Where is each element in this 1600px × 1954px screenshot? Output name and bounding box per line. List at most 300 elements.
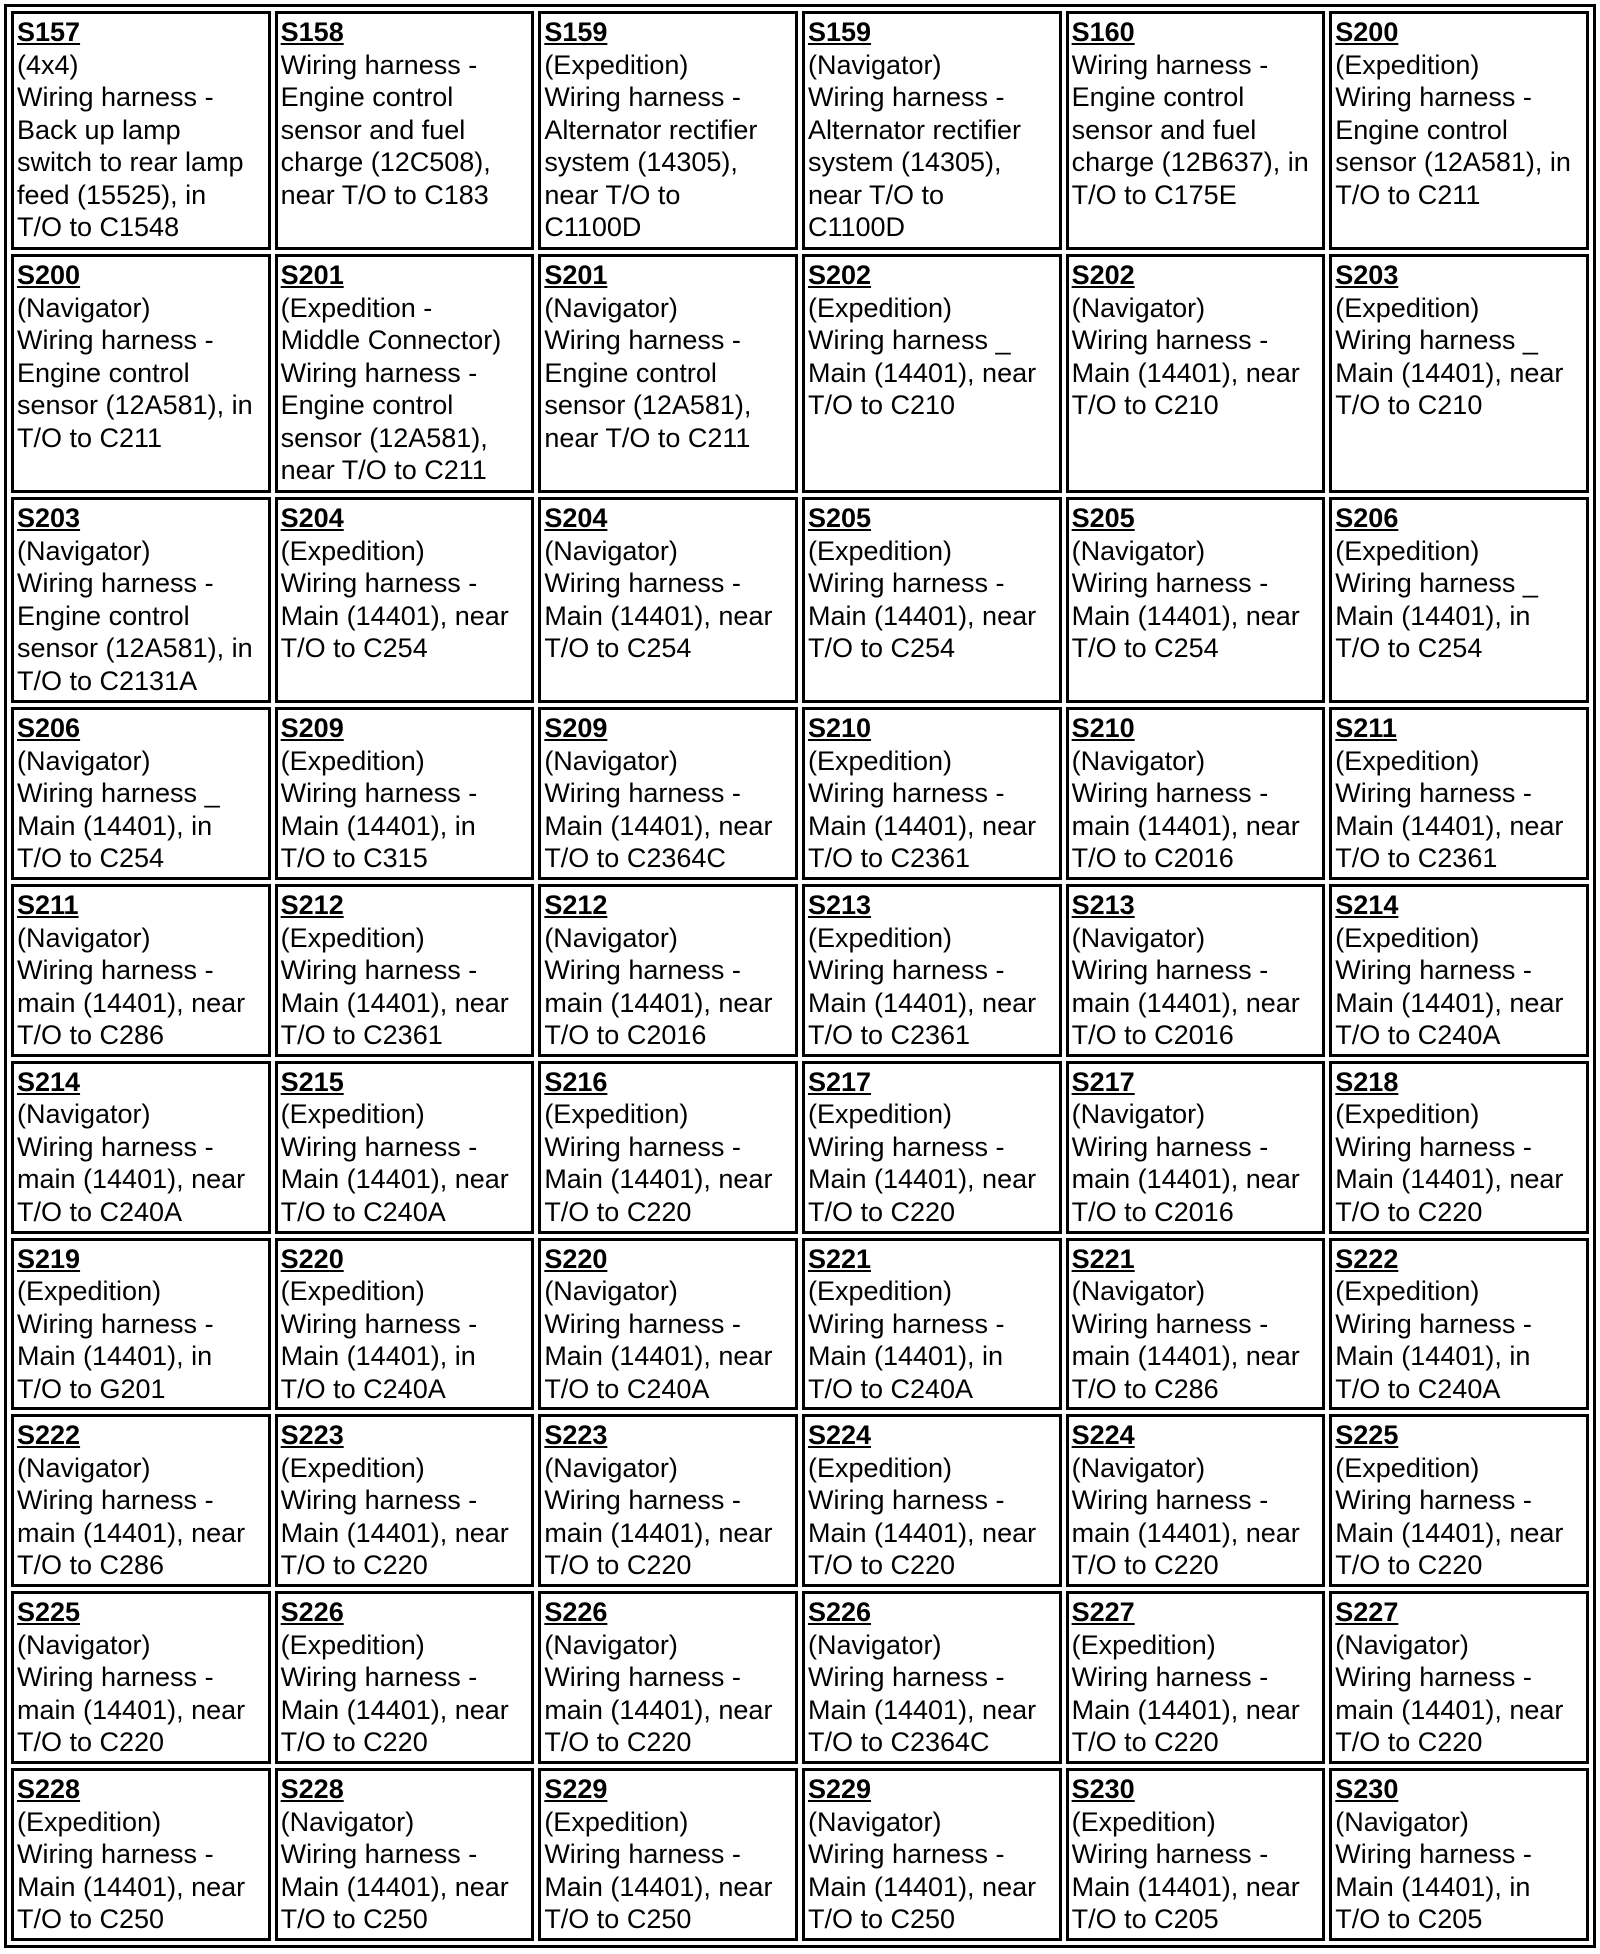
table-cell (11, 707, 271, 880)
description-line: Main (14401), near (1335, 357, 1564, 388)
description-line: near T/O to C211 (544, 422, 751, 453)
description-line: T/O to C240A (807, 1373, 974, 1404)
table-cell (1329, 1768, 1589, 1941)
splice-description (1335, 292, 1583, 422)
splice-code: S217 (807, 1066, 872, 1097)
description-line: Main (14401), near (807, 1694, 1037, 1725)
table-cell (538, 497, 798, 703)
splice-description (544, 49, 792, 244)
table-cell (275, 1768, 535, 1941)
splice-code: S230 (1071, 1774, 1135, 1805)
description-line: Wiring harness - (1071, 568, 1269, 599)
splice-code: S219 (17, 1243, 81, 1274)
description-line: (Navigator) (1071, 535, 1206, 566)
splice-code: S228 (280, 1774, 344, 1805)
table-row (11, 1591, 1589, 1764)
splice-code: S226 (280, 1597, 344, 1628)
table-cell (1329, 1591, 1589, 1764)
description-line: Wiring harness _ (807, 325, 1011, 356)
description-line: Wiring harness - (544, 1485, 741, 1516)
splice-description (281, 1275, 529, 1405)
table-cell (1066, 1238, 1326, 1411)
splice-description (17, 1275, 265, 1405)
table-cell (275, 1238, 535, 1411)
description-line: T/O to C286 (1071, 1373, 1219, 1404)
splice-description (544, 1806, 792, 1936)
description-line: (Navigator) (17, 1452, 151, 1483)
description-line: (Expedition) (1335, 922, 1480, 953)
table-cell (1066, 11, 1326, 250)
description-line: Engine control (280, 82, 454, 112)
description-line: sensor (12A581), (280, 422, 488, 453)
description-line: (Expedition) (280, 1452, 425, 1483)
description-line: Wiring harness - (807, 1308, 1005, 1339)
splice-description (281, 1806, 529, 1936)
description-line: (Expedition) (1071, 1806, 1216, 1837)
description-line: Wiring harness - (544, 1839, 741, 1870)
table-cell (802, 497, 1062, 703)
table-cell (802, 11, 1062, 250)
splice-code: S224 (1071, 1420, 1135, 1451)
description-line: (Expedition) (544, 1806, 689, 1837)
table-cell (11, 11, 271, 250)
splice-code: S221 (1071, 1243, 1135, 1274)
description-line: Main (14401), near (1071, 1871, 1300, 1902)
description-line: Wiring harness - (280, 1131, 478, 1162)
table-cell (538, 1414, 798, 1587)
description-line: T/O to C210 (1071, 390, 1219, 421)
table-row (11, 254, 1589, 493)
description-line: charge (12C508), (280, 147, 491, 177)
description-line: main (14401), near (1335, 1694, 1564, 1725)
splice-description (544, 1275, 792, 1405)
splice-description (544, 535, 792, 665)
description-line: Main (14401), near (544, 600, 773, 631)
splice-code: S158 (280, 17, 344, 47)
description-line: Main (14401), near (807, 1517, 1037, 1548)
description-line: sensor (12A581), in (17, 633, 253, 664)
description-line: (Navigator) (17, 292, 151, 323)
description-line: Main (14401), near (1335, 987, 1564, 1018)
description-line: T/O to C2361 (807, 843, 971, 874)
description-line: (Expedition) (1335, 1276, 1480, 1307)
splice-code: S206 (1335, 503, 1399, 534)
description-line: Main (14401), near (17, 1871, 246, 1902)
description-line: T/O to C240A (280, 1196, 446, 1227)
splice-description (1072, 49, 1320, 212)
table-cell (11, 497, 271, 703)
description-line: Wiring harness - (1071, 778, 1269, 809)
description-line: Wiring harness - (1071, 955, 1269, 986)
splice-description (281, 922, 529, 1052)
table-cell (1329, 1414, 1589, 1587)
splice-description (544, 292, 792, 455)
splice-code: S200 (17, 260, 81, 291)
description-line: T/O to C286 (17, 1020, 165, 1051)
table-cell (538, 254, 798, 493)
description-line: (Expedition) (280, 922, 425, 953)
description-line: main (14401), near (544, 1694, 773, 1725)
splice-description (808, 49, 1056, 244)
description-line: Wiring harness - (807, 955, 1005, 986)
description-line: Wiring harness - (544, 955, 741, 986)
description-line: T/O to C2361 (280, 1020, 443, 1051)
splice-code: S212 (544, 890, 608, 921)
description-line: Wiring harness - (1335, 1839, 1532, 1870)
description-line: Wiring harness - (1071, 1485, 1269, 1516)
splice-code: S220 (280, 1243, 344, 1274)
splice-code: S225 (17, 1597, 81, 1628)
description-line: T/O to C240A (1335, 1020, 1501, 1051)
description-line: T/O to C220 (544, 1727, 692, 1758)
splice-description (281, 535, 529, 665)
description-line: Main (14401), near (544, 1164, 773, 1195)
description-line: Wiring harness - (1071, 1662, 1269, 1693)
table-cell (1329, 1238, 1589, 1411)
description-line: main (14401), near (544, 1517, 773, 1548)
table-cell (1066, 707, 1326, 880)
splice-code: S159 (544, 17, 608, 47)
description-line: Wiring harness - (544, 325, 741, 356)
description-line: (Expedition) (1335, 1099, 1480, 1130)
table-cell (275, 707, 535, 880)
splice-code: S160 (1071, 17, 1135, 47)
table-cell (802, 1414, 1062, 1587)
description-line: (Expedition) (1335, 1452, 1480, 1483)
splice-description (17, 922, 265, 1052)
description-line: Wiring harness - (807, 778, 1005, 809)
description-line: Engine control (1335, 114, 1508, 145)
description-line: T/O to C205 (1071, 1904, 1219, 1935)
description-line: (Navigator) (544, 922, 678, 953)
splice-description (544, 745, 792, 875)
description-line: T/O to C220 (807, 1196, 956, 1227)
description-line: (Expedition) (280, 745, 425, 776)
description-line: Main (14401), near (280, 1517, 509, 1548)
description-line: Main (14401), near (280, 600, 509, 631)
description-line: Main (14401), near (1071, 600, 1300, 631)
splice-description (281, 1098, 529, 1228)
description-line: Engine control (1071, 82, 1245, 112)
splice-code: S216 (544, 1066, 608, 1097)
description-line: T/O to C220 (544, 1196, 692, 1227)
description-line: Wiring harness - (280, 1839, 478, 1870)
description-line: Main (14401), in (1335, 600, 1531, 631)
splice-description (17, 49, 265, 244)
table-cell (802, 1061, 1062, 1234)
description-line: Main (14401), near (544, 810, 773, 841)
splice-code: S200 (1335, 17, 1399, 47)
table-cell (275, 1414, 535, 1587)
description-line: near T/O to (807, 179, 945, 210)
splice-description (808, 922, 1056, 1052)
description-line: near T/O to C211 (280, 455, 487, 486)
description-line: T/O to C220 (280, 1550, 428, 1581)
description-line: Wiring harness - (1335, 1131, 1532, 1162)
description-line: Main (14401), near (1335, 1164, 1564, 1195)
splice-code: S209 (280, 713, 344, 744)
description-line: Engine control (17, 600, 190, 631)
table-cell (275, 1061, 535, 1234)
description-line: T/O to C2361 (807, 1020, 971, 1051)
splice-description (1072, 535, 1320, 665)
splice-code: S210 (1071, 713, 1135, 744)
description-line: (Navigator) (807, 1806, 942, 1837)
description-line: (Navigator) (1071, 745, 1206, 776)
description-line: (Navigator) (544, 745, 678, 776)
table-cell (1066, 1061, 1326, 1234)
splice-description (1072, 1629, 1320, 1759)
description-line: Main (14401), near (807, 357, 1037, 388)
table-row (11, 1768, 1589, 1941)
description-line: main (14401), near (17, 1694, 246, 1725)
table-cell (538, 1238, 798, 1411)
description-line: Alternator rectifier (544, 114, 758, 145)
table-cell (802, 1591, 1062, 1764)
table-cell (802, 1768, 1062, 1941)
description-line: (Expedition) (807, 1099, 953, 1130)
description-line: charge (12B637), in (1071, 147, 1309, 177)
description-line: Wiring harness - (17, 82, 214, 112)
description-line: T/O to C220 (1335, 1196, 1483, 1227)
splice-description (17, 292, 265, 455)
description-line: Wiring harness - (280, 1308, 478, 1339)
description-line: T/O to C220 (1071, 1550, 1219, 1581)
description-line: T/O to G201 (17, 1373, 166, 1404)
description-line: (Navigator) (1335, 1806, 1469, 1837)
table-cell (1329, 254, 1589, 493)
description-line: (Expedition) (280, 535, 425, 566)
description-line: main (14401), near (1071, 987, 1300, 1018)
splice-code: S226 (544, 1597, 608, 1628)
description-line: Wiring harness - (807, 1485, 1005, 1516)
description-line: Main (14401), in (1335, 1341, 1531, 1372)
description-line: Main (14401), in (807, 1341, 1004, 1372)
splice-description (1072, 292, 1320, 422)
description-line: Wiring harness _ (17, 778, 220, 809)
description-line: (Navigator) (280, 1806, 415, 1837)
description-line: Main (14401), near (544, 1871, 773, 1902)
splice-description (17, 1629, 265, 1759)
table-cell (11, 1414, 271, 1587)
splice-code: S212 (280, 890, 344, 921)
description-line: main (14401), near (1071, 1164, 1300, 1195)
description-line: Wiring harness - (280, 568, 478, 599)
splice-description (1072, 1452, 1320, 1582)
description-line: Main (14401), in (17, 810, 213, 841)
splice-code: S211 (1335, 713, 1397, 744)
table-row (11, 1238, 1589, 1411)
description-line: Main (14401), near (807, 987, 1037, 1018)
table-cell (275, 254, 535, 493)
description-line: Wiring harness - (807, 1839, 1005, 1870)
description-line: Wiring harness - (1071, 49, 1269, 80)
table-cell (11, 1238, 271, 1411)
splice-code: S213 (1071, 890, 1135, 921)
description-line: (Expedition) (1335, 745, 1480, 776)
description-line: main (14401), near (1071, 1341, 1300, 1372)
description-line: Main (14401), near (280, 1871, 509, 1902)
splice-code: S223 (544, 1420, 608, 1451)
description-line: Wiring harness _ (1335, 325, 1538, 356)
description-line: (Expedition) (544, 1099, 689, 1130)
description-line: T/O to C250 (807, 1904, 956, 1935)
description-line: T/O to C210 (807, 390, 956, 421)
splice-description (1335, 922, 1583, 1052)
table-row (11, 11, 1589, 250)
description-line: Wiring harness - (1335, 82, 1532, 112)
splice-code: S222 (17, 1420, 81, 1451)
table-cell (802, 884, 1062, 1057)
table-row (11, 707, 1589, 880)
description-line: Wiring harness - (544, 1662, 741, 1693)
description-line: T/O to C1548 (17, 212, 180, 242)
table-cell (538, 884, 798, 1057)
description-line: (Navigator) (17, 922, 151, 953)
splice-description (544, 1452, 792, 1582)
table-cell (11, 1768, 271, 1941)
description-line: T/O to C2016 (1071, 1020, 1234, 1051)
table-row (11, 884, 1589, 1057)
splice-description (544, 922, 792, 1052)
description-line: Wiring harness - (807, 1662, 1005, 1693)
description-line: (Navigator) (544, 292, 678, 323)
splice-code: S213 (807, 890, 872, 921)
splice-code: S217 (1071, 1066, 1135, 1097)
description-line: T/O to C240A (17, 1196, 183, 1227)
description-line: Main (14401), near (807, 810, 1037, 841)
description-line: T/O to C220 (807, 1550, 956, 1581)
description-line: Main (14401), near (807, 600, 1037, 631)
table-cell (1066, 1414, 1326, 1587)
table-cell (1066, 254, 1326, 493)
splice-code: S209 (544, 713, 608, 744)
description-line: (Navigator) (17, 1629, 151, 1660)
description-line: T/O to C2016 (1071, 1196, 1234, 1227)
table-cell (11, 254, 271, 493)
description-line: Engine control (280, 390, 454, 421)
description-line: T/O to C220 (280, 1727, 428, 1758)
description-line: system (14305), (544, 147, 738, 177)
description-line: Wiring harness - (1071, 325, 1269, 356)
description-line: Main (14401), near (280, 987, 509, 1018)
splice-description (1335, 49, 1583, 212)
splice-description (808, 535, 1056, 665)
description-line: (Navigator) (17, 1099, 151, 1130)
description-line: (Navigator) (544, 1452, 678, 1483)
splice-code: S230 (1335, 1774, 1399, 1805)
splice-description (808, 1629, 1056, 1759)
description-line: Wiring harness - (17, 325, 214, 356)
description-line: main (14401), near (1071, 810, 1300, 841)
description-line: T/O to C254 (1335, 633, 1483, 664)
description-line: main (14401), near (1071, 1517, 1300, 1548)
splice-code: S157 (17, 17, 81, 47)
splice-code: S225 (1335, 1420, 1399, 1451)
description-line: system (14305), (807, 147, 1002, 177)
description-line: Wiring harness - (807, 1131, 1005, 1162)
description-line: Wiring harness - (1335, 778, 1532, 809)
description-line: Wiring harness - (544, 1308, 741, 1339)
splice-code: S204 (280, 503, 344, 534)
description-line: T/O to C240A (1335, 1373, 1501, 1404)
description-line: feed (15525), in (17, 179, 207, 210)
description-line: Wiring harness - (17, 1131, 214, 1162)
splice-description (281, 1629, 529, 1759)
splice-description (281, 49, 529, 212)
splice-description (1335, 1098, 1583, 1228)
splice-location-table (4, 4, 1596, 1948)
table-cell (1066, 497, 1326, 703)
description-line: Engine control (544, 357, 717, 388)
table-cell (802, 254, 1062, 493)
splice-code: S205 (807, 503, 872, 534)
splice-code: S214 (17, 1066, 81, 1097)
description-line: Main (14401), near (544, 1341, 773, 1372)
description-line: (Expedition) (807, 745, 953, 776)
splice-description (1072, 745, 1320, 875)
description-line: Wiring harness - (1335, 955, 1532, 986)
splice-code: S203 (1335, 260, 1399, 291)
description-line: T/O to C210 (1335, 390, 1483, 421)
description-line: T/O to C2364C (807, 1727, 990, 1758)
description-line: (Navigator) (807, 1629, 942, 1660)
description-line: Wiring harness - (1071, 1131, 1269, 1162)
description-line: Main (14401), in (280, 1341, 476, 1372)
table-cell (275, 1591, 535, 1764)
splice-code: S222 (1335, 1243, 1399, 1274)
description-line: Wiring harness - (280, 778, 478, 809)
description-line: near T/O to (544, 179, 681, 210)
splice-code: S204 (544, 503, 608, 534)
description-line: Alternator rectifier (807, 114, 1022, 145)
splice-description (281, 1452, 529, 1582)
splice-description (1335, 1452, 1583, 1582)
description-line: main (14401), near (17, 1164, 246, 1195)
description-line: T/O to C254 (544, 633, 692, 664)
splice-description (1072, 1098, 1320, 1228)
description-line: Back up lamp (17, 114, 181, 145)
splice-code: S221 (807, 1243, 872, 1274)
description-line: sensor (12A581), in (1335, 147, 1571, 177)
description-line: (Expedition) (807, 922, 953, 953)
table-cell (1066, 1768, 1326, 1941)
description-line: T/O to C2016 (1071, 843, 1234, 874)
description-line: Wiring harness - (1335, 1485, 1532, 1516)
splice-code: S202 (1071, 260, 1135, 291)
splice-code: S206 (17, 713, 81, 744)
description-line: T/O to C250 (17, 1904, 165, 1935)
description-line: sensor (12A581), in (17, 390, 253, 421)
description-line: (Navigator) (807, 49, 942, 80)
splice-description (17, 1452, 265, 1582)
description-line: Wiring harness - (280, 1662, 478, 1693)
table-cell (1329, 1061, 1589, 1234)
description-line: Main (14401), near (1335, 810, 1564, 841)
description-line: (4x4) (17, 49, 79, 80)
description-line: (Expedition) (17, 1806, 162, 1837)
splice-description (1072, 1275, 1320, 1405)
table-cell (275, 497, 535, 703)
description-line: (Expedition) (807, 1452, 953, 1483)
description-line: T/O to C240A (280, 1373, 446, 1404)
splice-description (281, 745, 529, 875)
description-line: Wiring harness - (544, 1131, 741, 1162)
description-line: Main (14401), near (1071, 357, 1300, 388)
description-line: Main (14401), near (807, 1871, 1037, 1902)
description-line: Main (14401), near (280, 1164, 509, 1195)
description-line: T/O to C220 (1335, 1550, 1483, 1581)
